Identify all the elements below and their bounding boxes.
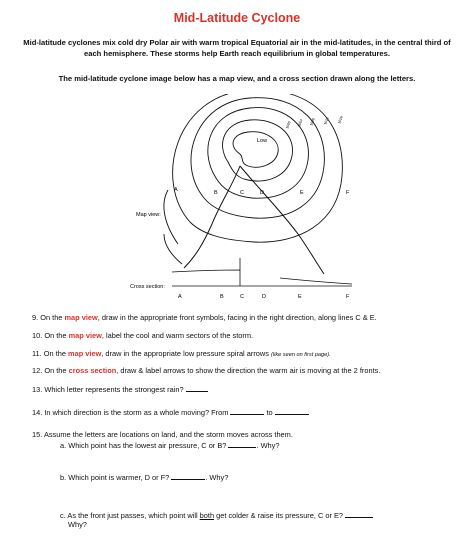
map-letter-c: C — [240, 190, 244, 196]
answer-blank-15c[interactable] — [345, 510, 373, 518]
map-letter-f: F — [346, 190, 350, 196]
hint-note: (like seen on first page). — [270, 352, 331, 358]
isobar-label: 1000 — [285, 120, 292, 130]
cross-section-label: Cross section: — [130, 284, 165, 290]
isobar-1012 — [191, 98, 324, 219]
cross-letter-e: E — [298, 294, 302, 300]
figure-intro: The mid-latitude cyclone image below has a map view, and a cross section drawn along the letters. — [58, 74, 416, 83]
map-letter-b: B — [214, 190, 218, 196]
cross-letter-b: B — [220, 294, 224, 300]
question-15a: a. Which point has the lowest air pressure, C or B? . Why? — [60, 441, 280, 450]
isobar-label: 1016 — [337, 115, 344, 125]
cross-letter-c: C — [240, 294, 244, 300]
cross-letter-a: A — [178, 294, 182, 300]
map-view-highlight: map view — [64, 313, 98, 322]
answer-blank-14-from[interactable] — [230, 407, 264, 415]
question-10: 10. On the map view, label the cool and warm sectors of the storm. — [32, 331, 254, 340]
question-15c: c. As the front just passes, which point will both get colder & raise its pressure, C or E? — [60, 510, 373, 521]
map-letter-e: E — [300, 190, 304, 196]
question-14: 14. In which direction is the storm as a whole moving? From to — [32, 407, 309, 418]
answer-blank-15b[interactable] — [171, 472, 205, 480]
intro-paragraph: Mid-latitude cyclones mix cold dry Polar air with warm tropical Equatorial air in the mid-latitudes, in the central third of each hemisphere. These storms help Earth reach equilibrium in global temperatures. — [23, 38, 451, 58]
question-15b: b. Which point is warmer, D or F? . Why? — [60, 473, 229, 482]
cyclone-figure — [120, 94, 360, 304]
isobar-label: 1008 — [309, 117, 316, 127]
question-12: 12. On the cross section, draw & label arrows to show the direction the warm air is moving at the 2 fronts. — [32, 366, 381, 375]
question-11: 11. On the map view, draw in the appropriate low pressure spiral arrows (like seen on first page). — [32, 349, 331, 358]
isobar-label: 1004 — [297, 118, 304, 128]
question-15c-why: Why? — [68, 520, 87, 529]
cross-letter-f: F — [346, 294, 350, 300]
cross-letter-d: D — [262, 294, 266, 300]
isobar-1004 — [223, 120, 293, 181]
isobar-1008 — [208, 108, 309, 199]
isobar-1000 — [233, 132, 278, 167]
both-emphasis: both — [199, 511, 215, 520]
map-view-highlight: map view — [68, 331, 102, 340]
map-letter-a: A — [174, 187, 178, 193]
answer-blank-15a[interactable] — [228, 440, 256, 448]
answer-blank-13[interactable] — [186, 384, 208, 392]
page-title: Mid-Latitude Cyclone — [173, 11, 301, 25]
cross-section-highlight: cross section — [68, 366, 117, 375]
answer-blank-14-to[interactable] — [275, 407, 309, 415]
cyclone-diagram — [120, 94, 360, 304]
cold-front-line — [184, 166, 240, 268]
map-view-highlight: map view — [68, 349, 102, 358]
question-13: 13. Which letter represents the strongest rain? — [32, 384, 208, 395]
map-letter-d: D — [260, 190, 264, 196]
question-9: 9. On the map view, draw in the appropriate front symbols, facing in the right direction, along lines C & E. — [32, 313, 377, 322]
map-view-label: Map view: — [136, 212, 161, 218]
low-label: Low — [257, 138, 268, 144]
isobar-label: 1012 — [323, 116, 330, 126]
question-15: 15. Assume the letters are locations on land, and the storm moves across them. — [32, 430, 293, 439]
warm-front-line — [240, 166, 324, 274]
isobar-1016 — [173, 94, 343, 242]
